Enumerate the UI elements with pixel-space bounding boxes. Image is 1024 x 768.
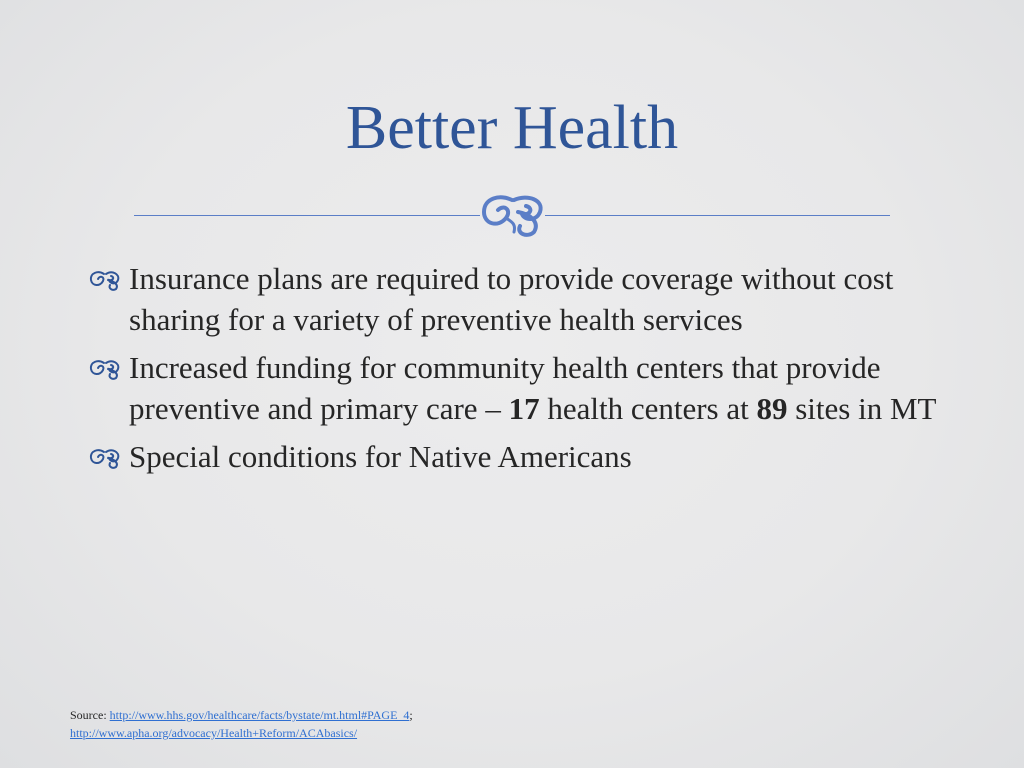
bullet-flourish-icon — [88, 269, 122, 291]
divider-line-right — [545, 215, 890, 216]
health-center-count: 17 — [508, 391, 540, 426]
bullet-text: health centers at — [539, 391, 757, 426]
flourish-icon — [478, 192, 550, 238]
slide-title: Better Health — [345, 94, 679, 162]
source-link-hhs[interactable]: http://www.hhs.gov/healthcare/facts/bystate/mt.html#PAGE_4 — [109, 708, 410, 722]
site-count: 89 — [756, 391, 788, 426]
bullet-flourish-icon — [88, 447, 122, 469]
bullet-text: Special conditions for Native Americans — [129, 439, 632, 474]
bullet-text: Increased funding for community health centers that provide preventive and primary care – — [129, 350, 881, 426]
source-separator: ; — [409, 708, 413, 722]
bullet-flourish-icon — [88, 358, 122, 380]
source-link-apha[interactable]: http://www.apha.org/advocacy/Health+Reform/ACAbasics/ — [70, 726, 358, 740]
bullet-item — [88, 347, 948, 429]
source-citation — [70, 706, 413, 742]
bullet-list — [88, 258, 948, 484]
divider-line-left — [134, 215, 480, 216]
source-label: Source: — [70, 708, 110, 722]
bullet-item — [88, 436, 948, 477]
bullet-text: sites in MT — [787, 391, 937, 426]
bullet-text: Insurance plans are required to provide coverage without cost sharing for a variety of preventive health services — [129, 261, 894, 337]
bullet-item — [88, 258, 948, 340]
